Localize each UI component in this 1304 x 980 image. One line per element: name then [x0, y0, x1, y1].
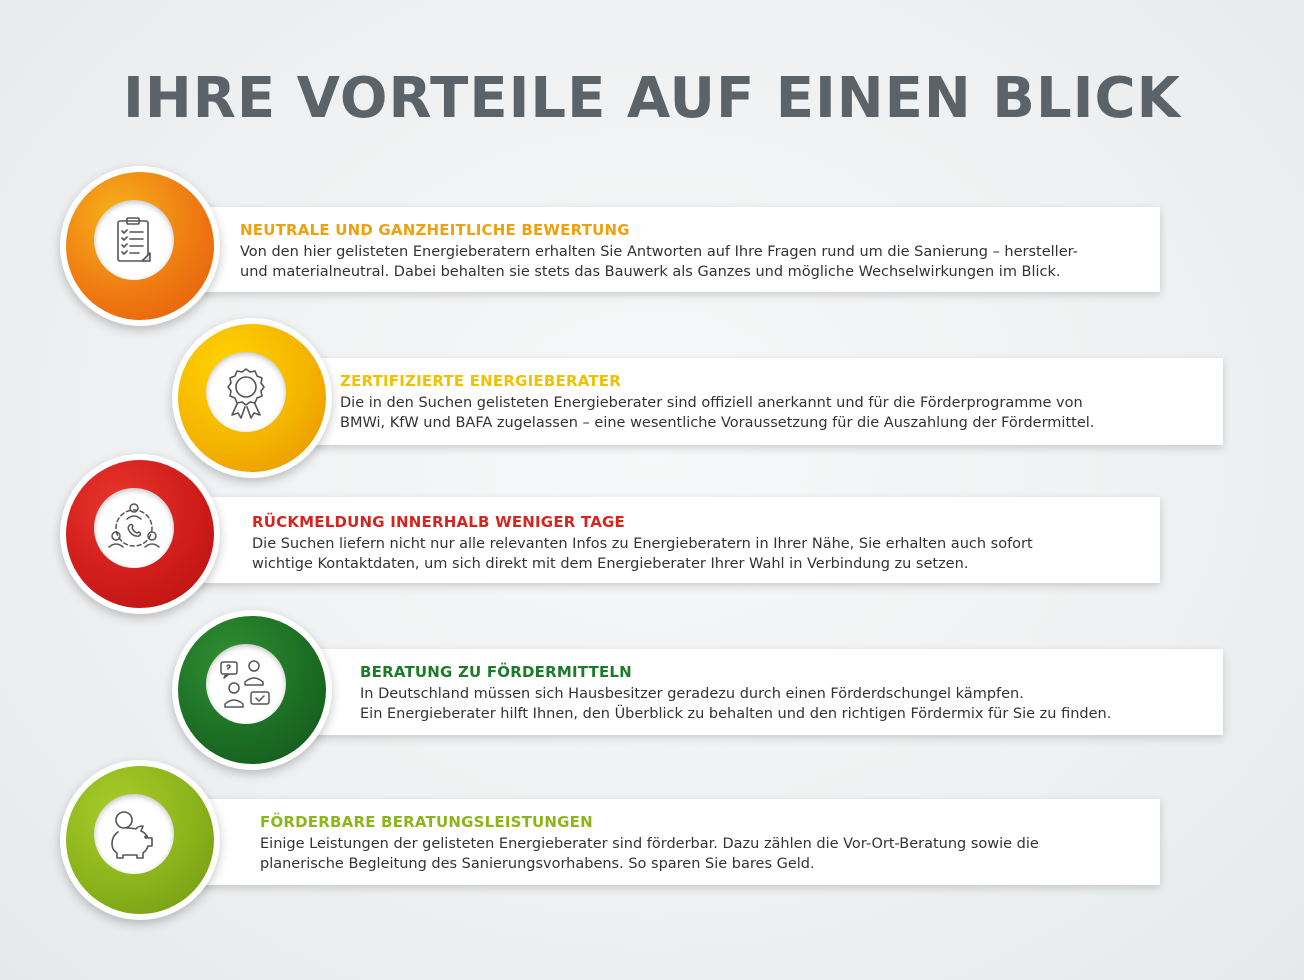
benefit-heading: FÖRDERBARE BERATUNGSLEISTUNGEN: [260, 813, 593, 831]
benefit-text-line: planerische Begleitung des Sanierungsvorhabens. So sparen Sie bares Geld.: [260, 856, 815, 872]
contact-network-icon: [106, 500, 162, 556]
benefit-card-funding-advice: [290, 649, 1223, 735]
clipboard-checklist-icon: [106, 212, 162, 268]
benefit-card-fundable-services: [190, 799, 1160, 885]
benefit-text-line: Die Suchen liefern nicht nur alle relevanten Infos zu Energieberatern in Ihrer Nähe, Sie erhalten auch sofort: [252, 536, 1033, 552]
benefit-badge-dark-green: [172, 610, 332, 770]
benefit-text-line: und materialneutral. Dabei behalten sie stets das Bauwerk als Ganzes und mögliche Wechselwirkungen im Blick.: [240, 264, 1061, 280]
benefit-text-line: wichtige Kontaktdaten, um sich direkt mit dem Energieberater Ihrer Wahl in Verbindung zu setzen.: [252, 556, 969, 572]
benefit-heading: BERATUNG ZU FÖRDERMITTELN: [360, 663, 632, 681]
benefit-text-line: In Deutschland müssen sich Hausbesitzer geradezu durch einen Förderdschungel kämpfen.: [360, 686, 1024, 702]
benefit-badge-yellow: [172, 318, 332, 478]
award-rosette-icon: [218, 364, 274, 420]
benefit-text-line: Ein Energieberater hilft Ihnen, den Überblick zu behalten und den richtigen Fördermix für Sie zu finden.: [360, 706, 1112, 722]
benefit-card-neutral-assessment: [190, 207, 1160, 292]
piggy-bank-icon: [106, 806, 162, 862]
benefit-card-certified-advisors: [290, 358, 1223, 445]
benefit-badge-orange: [60, 166, 220, 326]
benefit-text-line: Von den hier gelisteten Energieberatern erhalten Sie Antworten auf Ihre Fragen rund um die Sanierung – hersteller-: [240, 244, 1078, 260]
benefit-text-line: BMWi, KfW und BAFA zugelassen – eine wesentliche Voraussetzung für die Auszahlung der Fördermittel.: [340, 415, 1095, 431]
benefit-card-fast-response: [190, 497, 1160, 583]
benefit-heading: NEUTRALE UND GANZHEITLICHE BEWERTUNG: [240, 221, 630, 239]
benefit-badge-light-green: [60, 760, 220, 920]
consultation-people-icon: [218, 656, 274, 712]
benefit-heading: RÜCKMELDUNG INNERHALB WENIGER TAGE: [252, 513, 625, 531]
benefit-text-line: Einige Leistungen der gelisteten Energieberater sind förderbar. Dazu zählen die Vor-Ort-Beratung sowie die: [260, 836, 1039, 852]
benefit-badge-red: [60, 454, 220, 614]
benefit-text-line: Die in den Suchen gelisteten Energieberater sind offiziell anerkannt und für die Förderprogramme von: [340, 395, 1083, 411]
benefit-heading: ZERTIFIZIERTE ENERGIEBERATER: [340, 372, 621, 390]
page-title: IHRE VORTEILE AUF EINEN BLICK: [123, 66, 1181, 131]
